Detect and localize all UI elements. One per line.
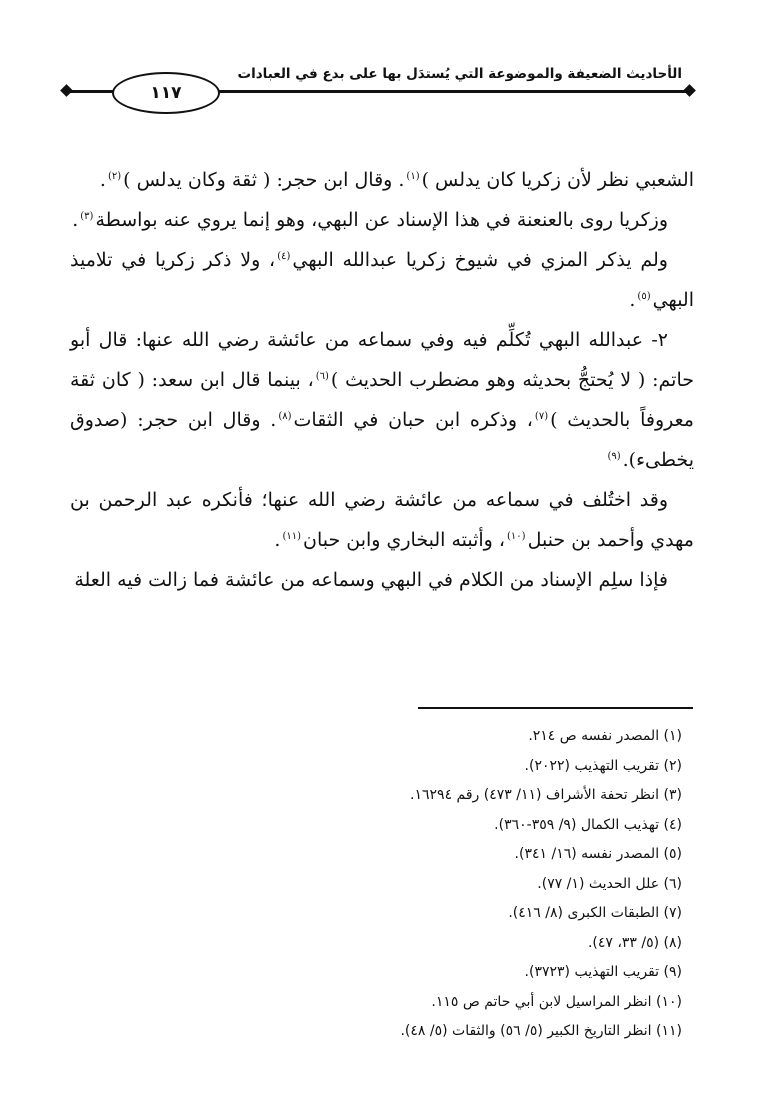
footnote-ref-4: (٤) (277, 250, 291, 262)
footnote: (٦) علل الحديث (١/ ٧٧). (537, 875, 682, 892)
text-segment: . وقال ابن حجر: ( ثقة وكان يدلس ) (123, 169, 405, 191)
footnote: (٨) (٥/ ٣٣، ٤٧). (587, 934, 682, 951)
footnote: (٣) انظر تحفة الأشراف (١١/ ٤٧٣) رقم ١٦٢٩٤. (410, 787, 682, 803)
footnote: (١٠) انظر المراسيل لابن أبي حاتم ص ١١٥. (431, 993, 682, 1010)
footnote: (١) المصدر نفسه ص ٢١٤. (528, 728, 682, 744)
footnote-ref-2: (٢) (107, 170, 122, 182)
footnote: (٢) تقريب التهذيب (٢٠٢٢). (524, 757, 682, 774)
footnote: (٩) تقريب التهذيب (٣٧٢٣). (524, 964, 682, 980)
footnote-ref-3: (٣) (80, 210, 94, 222)
header-title: الأحاديث الضعيفة والموضوعة التي يُستدَل بها على بدع في العبادات (237, 66, 682, 82)
main-text (70, 160, 694, 600)
text-segment: ، وأثبته البخاري وابن حبان (303, 529, 506, 551)
paragraph-2 (70, 200, 694, 240)
footnote: (٧) الطبقات الكبرى (٨/ ٤١٦). (508, 905, 682, 921)
footnotes-list (122, 722, 682, 1047)
text-segment: . (629, 289, 636, 311)
text-segment: وزكريا روى بالعنعنة في هذا الإسناد عن البهي، وهو إنما يروي عنه بواسطة (95, 209, 668, 231)
page-number: ١١٧ (112, 72, 220, 114)
text-segment: . وقال ابن حجر: (صدوق يخطىء). (70, 409, 694, 471)
header-diamond-right (683, 84, 696, 97)
footnote-ref-10: (١٠) (507, 530, 526, 542)
text-segment: ، بينما قال ابن سعد: ( كان ثقة معروفاً بالحديث ) (70, 369, 694, 431)
footnote-ref-5: (٥) (637, 290, 651, 302)
running-header (60, 56, 696, 106)
text-segment: ، وذكره ابن حبان في الثقات (293, 409, 533, 431)
text-segment: . (274, 529, 281, 551)
footnote-ref-9: (٩) (607, 450, 621, 462)
text-segment: الشعبي نظر لأن زكريا كان يدلس ) (421, 169, 694, 191)
footnote-ref-7: (٧) (534, 410, 549, 422)
header-diamond-left (60, 84, 73, 97)
footnote: (٤) تهذيب الكمال (٩/ ٣٥٩-٣٦٠). (494, 816, 682, 833)
footnote-ref-11: (١١) (282, 530, 301, 542)
text-segment: ٢- عبدالله البهي تُكلِّم فيه وفي سماعه من عائشة رضي الله عنها: قال أبو حاتم: ( لا يُحتجُّ بحديثه وهو مضطرب الحديث ) (70, 329, 694, 391)
text-segment: . (72, 209, 79, 231)
footnote: (٥) المصدر نفسه (١٦/ ٣٤١). (514, 846, 682, 862)
paragraph-1 (70, 160, 694, 200)
footnote: (١١) انظر التاريخ الكبير (٥/ ٥٦) والثقات (٥/ ٤٨). (400, 1023, 682, 1039)
footnote-separator (418, 707, 693, 709)
footnote-ref-6: (٦) (315, 370, 329, 382)
text-segment: . (99, 169, 106, 191)
text-segment: وقد اختُلف في سماعه من عائشة رضي الله عنها؛ فأنكره عبد الرحمن بن مهدي وأحمد بن حنبل (70, 489, 694, 551)
paragraph-3 (70, 240, 694, 320)
footnote-ref-8: (٨) (278, 410, 292, 422)
text-segment: ولم يذكر المزي في شيوخ زكريا عبدالله البهي (292, 249, 668, 271)
paragraph-4 (70, 320, 694, 480)
text-segment: فإذا سلِم الإسناد من الكلام في البهي وسماعه من عائشة فما زالت فيه العلة (74, 569, 668, 591)
text-segment: ، ولا ذكر زكريا في تلاميذ البهي (70, 249, 694, 311)
paragraph-6 (70, 560, 694, 600)
paragraph-5 (70, 480, 694, 560)
footnote-ref-1: (١) (406, 170, 420, 182)
